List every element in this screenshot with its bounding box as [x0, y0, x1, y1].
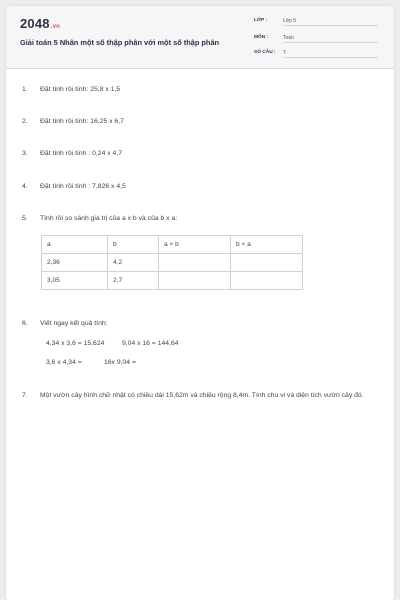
- table-cell: [159, 254, 231, 272]
- q6-line-2: [46, 359, 136, 366]
- question-text: Đặt tính rồi tính : 7,826 x 4,5: [40, 183, 126, 190]
- meta-class: [254, 18, 386, 29]
- q6-expression: 16x 9,04 =: [104, 359, 136, 366]
- table-row: [42, 254, 303, 272]
- question-2: [22, 118, 124, 125]
- question-number: 7.: [22, 392, 28, 399]
- q6-line-1: [46, 340, 179, 347]
- question-text: Viết ngay kết quả tính:: [40, 320, 108, 327]
- q6-expression: 9,04 x 16 = 144,64: [122, 340, 179, 347]
- question-text: Một vườn cây hình chữ nhật có chiều dài 15,62m và chiều rộng 8,4m. Tính chu vi và diện tích vườn cây đó.: [40, 392, 364, 399]
- question-7: [22, 391, 382, 402]
- comparison-table: [41, 235, 303, 290]
- table-cell: 2,36: [42, 254, 108, 272]
- q6-expression: 3,6 x 4,34 =: [46, 359, 82, 366]
- table-header-cell: b × a: [231, 236, 303, 254]
- meta-value-subject: Toán: [283, 35, 378, 43]
- question-text: Tính rồi so sánh giá trị của a x b và của b x a:: [40, 215, 178, 222]
- table-cell: [231, 254, 303, 272]
- question-6: [22, 320, 108, 327]
- question-1: [22, 86, 120, 93]
- question-3: [22, 150, 122, 157]
- table-cell: 2,7: [108, 272, 159, 290]
- logo-text: 2048: [20, 16, 50, 31]
- question-text: Đặt tính rồi tính: 16,25 x 6,7: [40, 118, 124, 125]
- question-number: 3.: [22, 150, 28, 157]
- meta-value-class: Lớp 5: [283, 18, 378, 26]
- table-cell: 3,05: [42, 272, 108, 290]
- question-4: [22, 183, 126, 190]
- question-number: 5.: [22, 215, 28, 222]
- q6-expression: 4,34 x 3,6 = 15,624: [46, 340, 105, 347]
- meta-label-class: LỚP :: [254, 18, 268, 23]
- table-header-row: [42, 236, 303, 254]
- question-number: 2.: [22, 118, 28, 125]
- worksheet-page: [6, 6, 394, 600]
- question-number: 6.: [22, 320, 28, 327]
- question-number: 4.: [22, 183, 28, 190]
- meta-subject: [254, 35, 386, 46]
- site-logo[interactable]: [20, 16, 60, 31]
- question-number: 1.: [22, 86, 28, 93]
- table-cell: [231, 272, 303, 290]
- table-row: [42, 272, 303, 290]
- meta-label-count: SỐ CÂU :: [254, 50, 276, 55]
- worksheet-header: [6, 6, 394, 69]
- logo-suffix: .vn: [50, 24, 61, 30]
- question-5: [22, 215, 177, 222]
- question-text: Đặt tính rồi tính : 0,24 x 4,7: [40, 150, 122, 157]
- table-header-cell: a × b: [159, 236, 231, 254]
- meta-label-subject: MÔN :: [254, 35, 269, 40]
- table-header-cell: b: [108, 236, 159, 254]
- table-cell: [159, 272, 231, 290]
- table-header-cell: a: [42, 236, 108, 254]
- page-title: Giải toán 5 Nhân một số thập phân với một số thập phân: [20, 38, 220, 47]
- question-text: Đặt tính rồi tính: 25,8 x 1,5: [40, 86, 121, 93]
- meta-count: [254, 50, 386, 61]
- meta-value-count: 7: [283, 50, 378, 58]
- table-cell: 4,2: [108, 254, 159, 272]
